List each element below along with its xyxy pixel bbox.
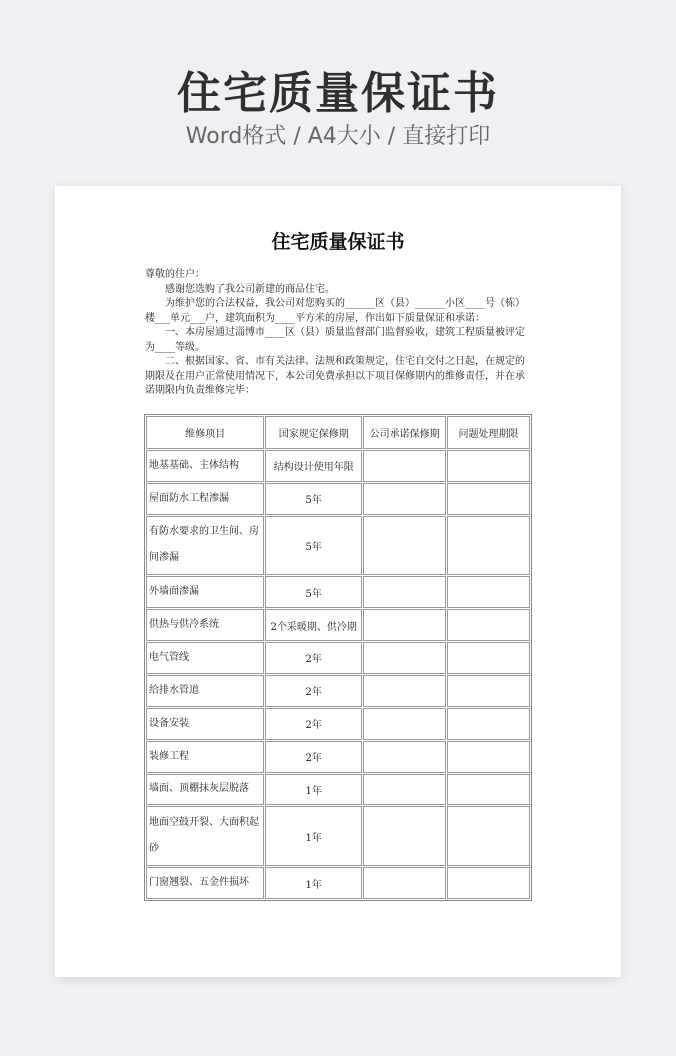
table-cell: 5年 [265,576,362,608]
table-row [146,741,530,773]
paragraph: 感谢您选购了我公司新建的商品住宅。 [165,283,335,295]
paragraph: 二、根据国家、省、市有关法律、法规和政策规定，住宅自交付之日起，在规定的期限及在用户正常使用情况下，本公司免费承担以下项目保修期内的维修责任，并在承诺期限内负责维修完毕： [145,356,525,396]
document-page [55,186,621,977]
table-cell: 1年 [265,806,362,866]
table-cell [363,806,446,866]
table-cell [363,642,446,674]
table-row [146,483,530,515]
table-row [146,806,530,866]
table-cell [447,642,530,674]
table-row [146,774,530,806]
table-cell: 2个采暖期、供冷期 [265,609,362,641]
table-cell: 地面空鼓开裂、大面积起砂 [146,806,264,866]
table-cell [447,609,530,641]
table-cell: 外墙面渗漏 [146,576,264,608]
table-row [146,867,530,899]
table-cell: 2年 [265,675,362,707]
table-cell [447,708,530,740]
table-cell: 墙面、顶棚抹灰层脱落 [146,774,264,806]
table-cell [363,609,446,641]
paragraph: 一、本房屋通过淄博市____区（县）质量监督部门监督验收，建筑工程质量被评定为____等级。 [145,327,525,353]
table-cell [447,867,530,899]
table-cell: 电气管线 [146,642,264,674]
table-cell: 装修工程 [146,741,264,773]
table-cell: 1年 [265,867,362,899]
table-cell: 设备安装 [146,708,264,740]
table-cell: 供热与供冷系统 [146,609,264,641]
column-header: 问题处理期限 [447,416,530,449]
warranty-table [144,414,532,901]
hero-subtitle: Word格式 / A4大小 / 直接打印 [185,124,491,149]
table-cell [447,774,530,806]
table-cell [447,483,530,515]
table-cell [447,450,530,482]
table-row [146,450,530,482]
table-cell [363,708,446,740]
table-cell: 5年 [265,516,362,576]
salutation: 尊敬的住户： [145,269,205,280]
table-cell [447,576,530,608]
table-cell [447,675,530,707]
table-cell [363,483,446,515]
table-cell [363,450,446,482]
paragraph: 为维护您的合法权益，我公司对您购买的______区（县）______小区____号（栋）楼___单元___户，建筑面积为____平方米的房屋，作出如下质量保证和承诺： [145,298,525,324]
column-header: 维修项目 [146,416,264,449]
table-row [146,609,530,641]
table-cell: 2年 [265,708,362,740]
column-header: 公司承诺保修期 [363,416,446,449]
table-cell: 5年 [265,483,362,515]
table-cell [363,675,446,707]
table-cell [363,867,446,899]
table-cell: 地基基础、主体结构 [146,450,264,482]
table-header-row [146,416,530,449]
table-cell [363,576,446,608]
table-cell: 门窗翘裂、五金件损坏 [146,867,264,899]
table-cell [363,741,446,773]
hero-title: 住宅质量保证书 [177,68,499,119]
document-body [145,268,533,399]
table-row [146,516,530,576]
document-title: 住宅质量保证书 [271,231,405,253]
table-cell: 结构设计使用年限 [265,450,362,482]
table-cell: 2年 [265,741,362,773]
table-row [146,708,530,740]
table-cell [447,741,530,773]
table-cell [363,774,446,806]
table-cell [447,806,530,866]
table-row [146,642,530,674]
table-row [146,675,530,707]
table-cell: 2年 [265,642,362,674]
table-cell [363,516,446,576]
table-row [146,576,530,608]
column-header: 国家规定保修期 [265,416,362,449]
table-cell: 1年 [265,774,362,806]
table-cell: 给排水管道 [146,675,264,707]
table-cell: 有防水要求的卫生间、房间渗漏 [146,516,264,576]
table-cell [447,516,530,576]
table-cell: 屋面防水工程渗漏 [146,483,264,515]
